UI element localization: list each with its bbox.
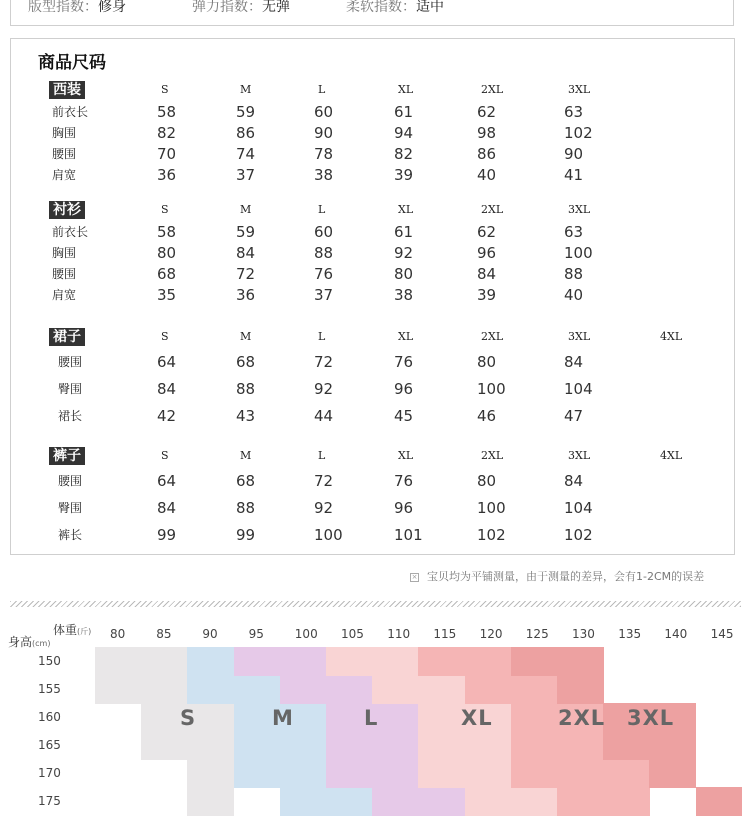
measurement-value: 102: [564, 124, 593, 142]
size-header: XL: [398, 203, 414, 216]
size-header: 4XL: [660, 330, 683, 343]
measurement-value: 38: [314, 166, 334, 184]
size-cell-2xl: [511, 703, 558, 732]
size-cell-l: [418, 787, 465, 816]
measurement-value: 63: [564, 103, 584, 121]
product-index-bar: [10, 0, 734, 26]
size-header: M: [240, 203, 252, 216]
size-header: M: [240, 330, 252, 343]
size-header: M: [240, 449, 252, 462]
measurement-value: 59: [236, 103, 256, 121]
measurement-value: 61: [394, 103, 414, 121]
measurement-value: 96: [394, 499, 414, 517]
size-cell-xl: [465, 731, 512, 760]
size-cell-xl: [372, 675, 419, 704]
size-cell-l: [326, 731, 373, 760]
measurement-value: 76: [394, 472, 414, 490]
size-header: 3XL: [568, 83, 591, 96]
measurement-value: 80: [394, 265, 414, 283]
size-cell-2xl: [603, 787, 650, 816]
size-cell-3xl: [603, 731, 650, 760]
size-cell-s: [141, 731, 188, 760]
measurement-value: 99: [157, 526, 177, 544]
size-cell-xl: [465, 787, 512, 816]
size-cell-2xl: [418, 647, 465, 676]
size-header: 2XL: [481, 203, 504, 216]
size-cell-l: [372, 787, 419, 816]
size-cell-xl: [418, 703, 465, 732]
size-header: 3XL: [568, 330, 591, 343]
measurement-value: 40: [564, 286, 584, 304]
size-table-panel: [10, 38, 735, 555]
measurement-value: 99: [236, 526, 256, 544]
size-cell-xl: [418, 675, 465, 704]
size-header: 3XL: [568, 449, 591, 462]
measurement-value: 88: [236, 499, 256, 517]
measurement-value: 36: [236, 286, 256, 304]
size-cell-3xl: [557, 647, 604, 676]
measurement-label: 裙长: [58, 409, 83, 423]
size-cell-m: [280, 787, 327, 816]
measurement-value: 104: [564, 380, 593, 398]
measurement-value: 76: [394, 353, 414, 371]
size-cell-s: [141, 675, 188, 704]
measurement-value: 62: [477, 103, 497, 121]
size-cell-xl: [326, 647, 373, 676]
size-header: 4XL: [660, 449, 683, 462]
measurement-value: 40: [477, 166, 497, 184]
size-cell-l: [234, 647, 281, 676]
size-label-2xl: 2XL: [558, 706, 606, 730]
size-cell-l: [372, 759, 419, 788]
weight-tick: 135: [618, 627, 642, 641]
measurement-value: 38: [394, 286, 414, 304]
weight-tick: 120: [479, 627, 503, 641]
measurement-value: 82: [394, 145, 414, 163]
size-header: 2XL: [481, 449, 504, 462]
measurement-value: 62: [477, 223, 497, 241]
weight-tick: 130: [572, 627, 595, 641]
height-tick: 170: [38, 766, 61, 780]
measurement-label: 胸围: [52, 126, 77, 140]
height-tick: 150: [38, 654, 61, 668]
measurement-value: 101: [394, 526, 423, 544]
size-cell-xl: [465, 759, 512, 788]
height-tick: 160: [38, 710, 61, 724]
elasticity-index: 弹力指数：无弹: [192, 0, 290, 15]
measurement-value: 45: [394, 407, 414, 425]
measurement-value: 64: [157, 472, 177, 490]
measurement-value: 72: [314, 472, 334, 490]
size-cell-3xl: [649, 759, 696, 788]
size-cell-2xl: [557, 759, 604, 788]
size-header: L: [318, 449, 326, 462]
weight-tick: 105: [341, 627, 364, 641]
measurement-value: 86: [236, 124, 256, 142]
size-cell-2xl: [603, 759, 650, 788]
measurement-value: 76: [314, 265, 334, 283]
size-cell-s: [141, 647, 188, 676]
size-cell-l: [280, 647, 327, 676]
size-label-s: S: [180, 706, 197, 730]
size-cell-l: [326, 759, 373, 788]
measurement-value: 90: [564, 145, 584, 163]
measurement-label: 腰围: [52, 267, 77, 281]
size-cell-2xl: [511, 731, 558, 760]
measurement-value: 82: [157, 124, 177, 142]
measurement-value: 102: [477, 526, 506, 544]
size-header: XL: [398, 83, 414, 96]
measurement-value: 92: [314, 499, 334, 517]
measurement-label: 臀围: [58, 382, 83, 396]
measurement-value: 37: [314, 286, 334, 304]
measurement-value: 100: [314, 526, 343, 544]
measurement-value: 36: [157, 166, 177, 184]
measurement-value: 43: [236, 407, 256, 425]
measurement-value: 84: [477, 265, 497, 283]
measurement-value: 72: [236, 265, 256, 283]
measurement-value: 84: [157, 380, 177, 398]
size-table-title: 商品尺码: [38, 53, 106, 73]
weight-tick: 115: [433, 627, 457, 641]
measurement-label: 胸围: [52, 246, 77, 260]
measurement-value: 72: [314, 353, 334, 371]
weight-tick: 110: [387, 627, 411, 641]
size-cell-m: [234, 759, 281, 788]
measurement-value: 44: [314, 407, 334, 425]
size-cell-m: [326, 787, 373, 816]
measurement-value: 63: [564, 223, 584, 241]
size-header: XL: [398, 449, 414, 462]
measurement-value: 102: [564, 526, 593, 544]
size-header: S: [161, 83, 169, 96]
weight-axis-label: 体重(斤): [53, 623, 92, 637]
size-cell-s: [187, 787, 234, 816]
section-badge: 裤子: [49, 447, 85, 465]
measurement-label: 裤长: [58, 528, 83, 542]
measurement-value: 60: [314, 223, 334, 241]
measurement-value: 80: [157, 244, 177, 262]
measurement-value: 88: [564, 265, 584, 283]
measurement-value: 92: [314, 380, 334, 398]
size-cell-xl: [418, 759, 465, 788]
measurement-note: × 宝贝均为平铺测量，由于测量的差异，会有1-2CM的误差: [411, 570, 705, 583]
hatch-divider: [10, 601, 741, 607]
size-header: S: [161, 449, 169, 462]
measurement-value: 47: [564, 407, 584, 425]
measurement-value: 68: [236, 353, 256, 371]
measurement-value: 41: [564, 166, 584, 184]
size-cell-2xl: [511, 675, 558, 704]
size-cell-s: [95, 675, 142, 704]
measurement-value: 58: [157, 103, 177, 121]
section-badge: 衬衫: [49, 201, 85, 219]
size-cell-3xl: [557, 675, 604, 704]
size-cell-m: [187, 647, 234, 676]
size-header: S: [161, 203, 169, 216]
measurement-value: 78: [314, 145, 334, 163]
measurement-value: 42: [157, 407, 177, 425]
size-cell-2xl: [511, 759, 558, 788]
size-cell-2xl: [465, 647, 512, 676]
weight-tick: 90: [202, 627, 218, 641]
close-icon: ×: [411, 572, 418, 581]
measurement-value: 68: [157, 265, 177, 283]
measurement-value: 96: [394, 380, 414, 398]
size-header: M: [240, 83, 252, 96]
size-header: XL: [398, 330, 414, 343]
measurement-value: 80: [477, 353, 497, 371]
size-cell-l: [372, 731, 419, 760]
weight-tick: 85: [156, 627, 172, 641]
size-cell-s: [95, 647, 142, 676]
height-tick: 165: [38, 738, 61, 752]
measurement-value: 104: [564, 499, 593, 517]
measurement-value: 70: [157, 145, 177, 163]
measurement-value: 92: [394, 244, 414, 262]
measurement-value: 84: [564, 353, 584, 371]
size-cell-m: [280, 731, 327, 760]
size-cell-3xl: [511, 647, 558, 676]
weight-tick: 95: [248, 627, 264, 641]
size-header: 2XL: [481, 330, 504, 343]
size-header: L: [318, 330, 326, 343]
measurement-label: 臀围: [58, 501, 83, 515]
section-badge: 西装: [49, 81, 85, 99]
size-cell-xl: [511, 787, 558, 816]
size-header: 2XL: [481, 83, 504, 96]
measurement-value: 84: [564, 472, 584, 490]
size-header: L: [318, 83, 326, 96]
measurement-value: 86: [477, 145, 497, 163]
weight-tick: 80: [110, 627, 126, 641]
measurement-value: 37: [236, 166, 256, 184]
size-label-3xl: 3XL: [627, 706, 675, 730]
size-cell-l: [280, 675, 327, 704]
size-cell-2xl: [465, 675, 512, 704]
measurement-label: 肩宽: [52, 288, 77, 302]
measurement-value: 90: [314, 124, 334, 142]
measurement-value: 74: [236, 145, 256, 163]
size-cell-2xl: [557, 787, 604, 816]
weight-tick: 125: [525, 627, 549, 641]
measurement-value: 100: [564, 244, 593, 262]
measurement-value: 46: [477, 407, 497, 425]
section-badge: 裙子: [49, 328, 85, 346]
measurement-value: 39: [394, 166, 414, 184]
measurement-label: 前衣长: [52, 225, 89, 239]
size-header: S: [161, 330, 169, 343]
size-cell-s: [187, 759, 234, 788]
measurement-value: 100: [477, 499, 506, 517]
weight-tick: 100: [294, 627, 318, 641]
size-cell-xl: [372, 647, 419, 676]
measurement-value: 64: [157, 353, 177, 371]
measurement-label: 腰围: [58, 474, 83, 488]
measurement-value: 84: [157, 499, 177, 517]
measurement-value: 88: [236, 380, 256, 398]
measurement-value: 100: [477, 380, 506, 398]
height-tick: 155: [38, 682, 61, 696]
size-cell-2xl: [557, 731, 604, 760]
size-cell-m: [280, 759, 327, 788]
size-cell-3xl: [649, 731, 696, 760]
height-axis-label: 身高(cm): [8, 635, 51, 649]
softness-index: 柔软指数：适中: [346, 0, 444, 15]
measurement-value: 39: [477, 286, 497, 304]
measurement-value: 59: [236, 223, 256, 241]
measurement-value: 60: [314, 103, 334, 121]
size-cell-3xl: [696, 787, 743, 816]
size-header: L: [318, 203, 326, 216]
fit-index: 版型指数：修身: [28, 0, 126, 15]
weight-tick: 145: [710, 627, 734, 641]
size-cell-l: [326, 675, 373, 704]
measurement-value: 61: [394, 223, 414, 241]
size-label-m: M: [272, 706, 294, 730]
measurement-value: 96: [477, 244, 497, 262]
measurement-value: 94: [394, 124, 414, 142]
measurement-value: 84: [236, 244, 256, 262]
measurement-label: 腰围: [52, 147, 77, 161]
size-header: 3XL: [568, 203, 591, 216]
measurement-value: 80: [477, 472, 497, 490]
measurement-label: 腰围: [58, 355, 83, 369]
size-label-l: L: [364, 706, 379, 730]
size-cell-xl: [418, 731, 465, 760]
size-label-xl: XL: [461, 706, 493, 730]
height-tick: 175: [38, 794, 61, 808]
measurement-value: 68: [236, 472, 256, 490]
weight-tick: 140: [664, 627, 688, 641]
size-cell-s: [187, 731, 234, 760]
measurement-label: 肩宽: [52, 168, 77, 182]
size-cell-m: [234, 731, 281, 760]
measurement-value: 98: [477, 124, 497, 142]
measurement-value: 88: [314, 244, 334, 262]
measurement-label: 前衣长: [52, 105, 89, 119]
measurement-value: 35: [157, 286, 177, 304]
measurement-value: 58: [157, 223, 177, 241]
size-cell-l: [372, 703, 419, 732]
size-cell-m: [234, 675, 281, 704]
size-cell-m: [187, 675, 234, 704]
